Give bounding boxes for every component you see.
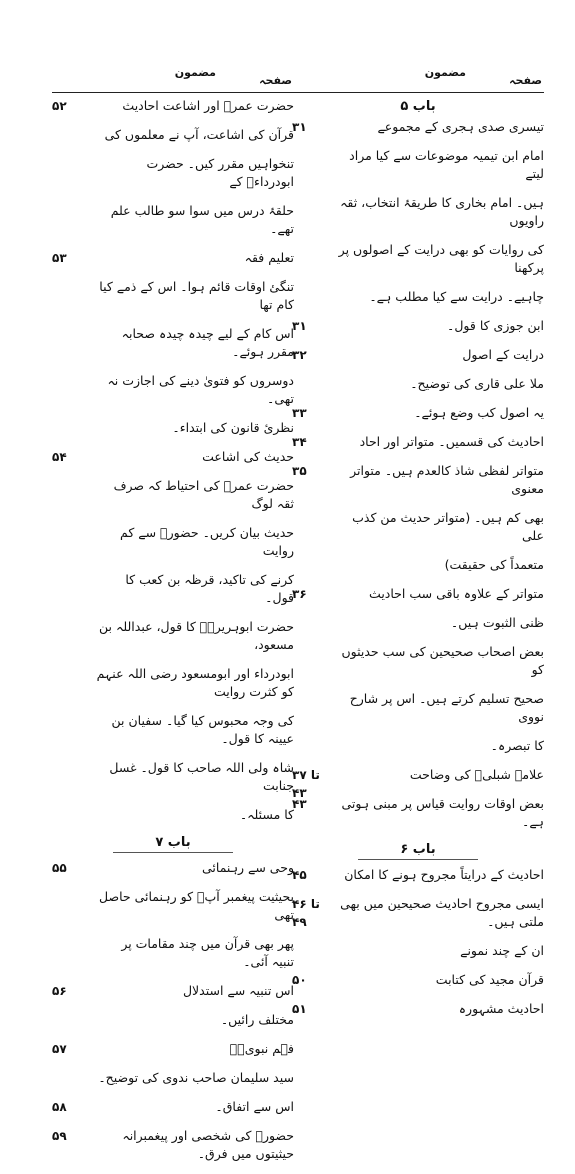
- toc-entry-line: اس تنبیہ سے استدلال: [182, 983, 294, 998]
- toc-entry: [292, 433, 544, 451]
- chapter-heading-7: باب ۷: [113, 835, 233, 853]
- toc-entry-text: [336, 317, 544, 335]
- toc-entry-text: [336, 795, 544, 831]
- toc-page-number: ۳۱: [292, 319, 307, 333]
- toc-page-number: ۵۶: [52, 984, 67, 998]
- toc-entry-text: [336, 118, 544, 136]
- toc-entry: [292, 866, 544, 884]
- toc-page-number: ۴۵: [292, 868, 307, 882]
- toc-entry: [52, 126, 294, 238]
- toc-entry-line: ان کے چند نمونے: [460, 943, 544, 958]
- left-column-header: [52, 66, 294, 93]
- toc-entry: [292, 317, 544, 335]
- toc-page-number: ۵۷: [52, 1042, 67, 1056]
- left-entry-list-2: [52, 859, 294, 1163]
- toc-entry-line: حدیث کی اشاعت: [202, 449, 294, 464]
- right-column-header: [292, 66, 544, 93]
- toc-entry-line: کا مسئلہ۔: [239, 807, 294, 822]
- toc-entry-text: [336, 766, 544, 784]
- toc-entry-line: قرآن مجید کی کتابت: [435, 972, 544, 987]
- toc-entry-text: [96, 859, 294, 877]
- toc-entry: [292, 971, 544, 989]
- toc-entry-text: [336, 433, 544, 451]
- header-page-label: صفحہ: [259, 74, 292, 87]
- toc-page-number: ۳۳: [292, 406, 307, 420]
- toc-entry-text: [96, 888, 294, 971]
- toc-page-number: ۳۶: [292, 587, 307, 601]
- toc-entry-line: بحیثیت پیغمبر آپؐ کو رہنمائی حاصل تھی: [98, 889, 294, 922]
- toc-entry-line: علامہ شبلیؒ کی وضاحت: [409, 767, 544, 782]
- toc-entry: [52, 1069, 294, 1087]
- toc-entry: [52, 859, 294, 877]
- toc-page-number: ۵۴: [52, 450, 67, 464]
- toc-page-number: ۳۲: [292, 348, 307, 362]
- toc-entry-line: تنگئ اوقات قائم ہوا۔ اس کے ذمے کیا کام تھا: [99, 279, 294, 312]
- toc-entry-line: اس سے اتفاق۔: [215, 1099, 294, 1114]
- toc-entry-text: [96, 126, 294, 238]
- chapter-heading-6: باب ۶: [358, 842, 478, 860]
- toc-entry: [292, 404, 544, 422]
- toc-entry-text: [336, 346, 544, 364]
- toc-entry-line: فہم نبویؐ۔: [229, 1041, 294, 1056]
- toc-entry-line: کا تبصرہ۔: [490, 738, 544, 753]
- toc-page-number: ۳۱: [292, 120, 307, 134]
- toc-entry-text: [96, 97, 294, 115]
- toc-entry-line: احادیث مشہورہ: [458, 1001, 544, 1016]
- toc-entry-line: ہیں۔ امام بخاری کا طریقۂ انتخاب، ثقہ راویوں: [340, 195, 544, 228]
- toc-page-number: ۵۹: [52, 1129, 67, 1143]
- toc-page-number: ۳۷ تا ۴۳: [292, 768, 320, 800]
- right-column: [292, 66, 544, 1029]
- toc-entry: [52, 1127, 294, 1163]
- toc-page-number: ۳۴: [292, 435, 307, 449]
- toc-entry: [292, 895, 544, 931]
- toc-page-number: ۵۰: [292, 973, 307, 987]
- toc-entry-line: حضرت عمرؓ کی احتیاط کہ صرف ثقہ لوگ: [113, 478, 294, 511]
- toc-entry-line: بعض اوقات روایت قیاس پر مبنی ہوتی ہے۔: [341, 796, 544, 829]
- toc-entry-text: [336, 404, 544, 422]
- toc-entry: [292, 614, 544, 755]
- toc-entry-text: [96, 982, 294, 1000]
- toc-entry: [52, 97, 294, 115]
- toc-entry-line: صحیح تسلیم کرتے ہیں۔ اس پر شارح نووی: [349, 691, 544, 724]
- right-entry-list-2: [292, 866, 544, 1018]
- toc-entry-text: [96, 448, 294, 466]
- chapter-heading-5: باب ۵: [400, 99, 436, 114]
- toc-entry-text: [336, 942, 544, 960]
- toc-page-number: ۴۳: [292, 797, 307, 811]
- toc-entry-line: اس کام کے لیے چیدہ چیدہ صحابہ مقرر ہوئے۔: [121, 326, 294, 359]
- toc-entry: [292, 942, 544, 960]
- toc-entry-line: ابن جوزی کا قول۔: [447, 318, 544, 333]
- toc-entry: [292, 462, 544, 574]
- toc-entry-text: [96, 1098, 294, 1116]
- toc-entry: [52, 982, 294, 1000]
- toc-entry-text: [336, 147, 544, 306]
- toc-entry-line: تعلیم فقہ: [244, 250, 294, 265]
- toc-entry: [292, 766, 544, 800]
- toc-entry-line: ظنی الثبوت ہیں۔: [450, 615, 544, 630]
- toc-entry: [52, 477, 294, 824]
- toc-entry-line: بعض اصحاب صحیحین کی سب حدیثوں کو: [341, 644, 544, 677]
- toc-entry-line: متواتر لفظی شاذ کالعدم ہیں۔ متواتر معنوی: [350, 463, 544, 496]
- toc-page-number: ۵۸: [52, 1100, 67, 1114]
- left-column: [52, 66, 294, 1174]
- toc-entry: [292, 795, 544, 831]
- toc-entry-line: یہ اصول کب وضع ہوئے۔: [414, 405, 544, 420]
- toc-entry-line: بھی کم ہیں۔ (متواتر حدیث من کذب علی: [352, 510, 544, 543]
- toc-entry: [292, 375, 544, 393]
- toc-entry-text: [336, 866, 544, 884]
- toc-entry: [52, 278, 294, 437]
- toc-entry: [292, 147, 544, 306]
- toc-entry: [52, 1011, 294, 1029]
- toc-entry-line: ابودرداء اور ابومسعود رضی اللہ عنہم کو کثرت روایت: [96, 666, 294, 699]
- toc-entry-text: [336, 1000, 544, 1018]
- toc-entry-text: [336, 614, 544, 755]
- toc-entry-line: کرنے کی تاکید، قرظہ بن کعب کا قول۔: [125, 572, 294, 605]
- toc-page-number: ۳۵: [292, 464, 307, 478]
- toc-entry-line: حلقۂ درس میں سوا سو طالب علم تھے۔: [110, 203, 294, 236]
- header-title: مضمون: [174, 66, 216, 79]
- toc-entry-line: تیسری صدی ہجری کے مجموعے: [377, 119, 544, 134]
- toc-page-number: ۵۳: [52, 251, 67, 265]
- toc-entry-line: حضرت عمرؓ اور اشاعت احادیث: [122, 98, 294, 113]
- toc-entry-text: [336, 375, 544, 393]
- toc-entry-text: [96, 278, 294, 437]
- toc-entry-line: حضرت ابوہریرہؓ کا قول، عبداللہ بن مسعود،: [99, 619, 294, 652]
- toc-entry-text: [336, 462, 544, 574]
- toc-page-number: ۵۵: [52, 861, 67, 875]
- toc-entry: [292, 1000, 544, 1018]
- toc-entry-text: [96, 477, 294, 824]
- toc-entry: [52, 888, 294, 971]
- toc-entry-line: سید سلیمان صاحب ندوی کی توضیح۔: [98, 1070, 294, 1085]
- header-title: مضمون: [424, 66, 466, 79]
- toc-entry: [292, 346, 544, 364]
- toc-entry-line: وحی سے رہنمائی: [202, 860, 294, 875]
- toc-entry-text: [336, 895, 544, 931]
- toc-entry: [52, 249, 294, 267]
- toc-entry-line: دوسروں کو فتویٰ دینے کی اجازت نہ تھی۔: [107, 373, 294, 406]
- toc-entry-line: کی روایات کو بھی درایت کے اصولوں پر پرکھنا: [338, 242, 544, 275]
- toc-entry-line: ملا علی قاری کی توضیح۔: [410, 376, 544, 391]
- toc-entry: [292, 585, 544, 603]
- toc-page-number: ۵۲: [52, 99, 67, 113]
- left-entry-list: [52, 97, 294, 824]
- toc-page-number: ۵۱: [292, 1002, 307, 1016]
- toc-entry: [52, 1098, 294, 1116]
- toc-entry-line: شاہ ولی اللہ صاحب کا قول۔ غسل جنابت: [109, 760, 294, 793]
- toc-entry-text: [96, 1069, 294, 1087]
- toc-entry-line: امام ابن تیمیہ موضوعات سے کیا مراد لیتے: [349, 148, 544, 181]
- header-page-label: صفحہ: [509, 74, 542, 87]
- toc-entry-line: متعمداً کی حقیقت): [444, 557, 544, 572]
- toc-entry-line: قرآن کی اشاعت، آپ نے معلموں کی: [104, 127, 294, 142]
- toc-entry-text: [96, 1011, 294, 1029]
- toc-entry-text: [96, 1127, 294, 1163]
- toc-entry-line: مختلف رائیں۔: [220, 1012, 294, 1027]
- toc-entry-line: تنخواہیں مقرر کیں۔ حضرت ابودرداءؓ کے: [146, 156, 294, 189]
- toc-entry-line: حدیث بیان کریں۔ حضورؐ سے کم روایت: [120, 525, 294, 558]
- toc-page-number: ۴۶ تا ۴۹: [292, 897, 320, 929]
- toc-entry-line: ایسی مجروح احادیث صحیحین میں بھی ملتی ہیں۔: [340, 896, 544, 929]
- toc-entry-text: [336, 585, 544, 603]
- toc-entry-line: احادیث کی قسمیں۔ متواتر اور احاد: [359, 434, 544, 449]
- toc-entry-line: متواتر کے علاوہ باقی سب احادیث: [369, 586, 544, 601]
- toc-entry: [292, 118, 544, 136]
- toc-entry-line: کی وجہ محبوس کیا گیا۔ سفیان بن عیینہ کا قول۔: [111, 713, 294, 746]
- toc-entry-line: نظریٔ قانون کی ابتداء۔: [172, 420, 294, 435]
- toc-entry: [52, 448, 294, 466]
- toc-entry-line: چاہیے۔ درایت سے کیا مطلب ہے۔: [369, 289, 544, 304]
- right-entry-list: [292, 118, 544, 831]
- toc-entry-text: [336, 971, 544, 989]
- toc-entry-line: احادیث کے درایتاً مجروح ہونے کا امکان: [344, 867, 544, 882]
- toc-entry: [52, 1040, 294, 1058]
- toc-entry-line: حضورؐ کی شخصی اور پیغمبرانہ حیثیتوں میں فرق۔: [122, 1128, 294, 1161]
- toc-entry-text: [96, 249, 294, 267]
- toc-entry-line: پھر بھی قرآن میں چند مقامات پر تنبیہ آئی۔: [121, 936, 294, 969]
- toc-entry-text: [96, 1040, 294, 1058]
- toc-entry-line: درایت کے اصول: [462, 347, 544, 362]
